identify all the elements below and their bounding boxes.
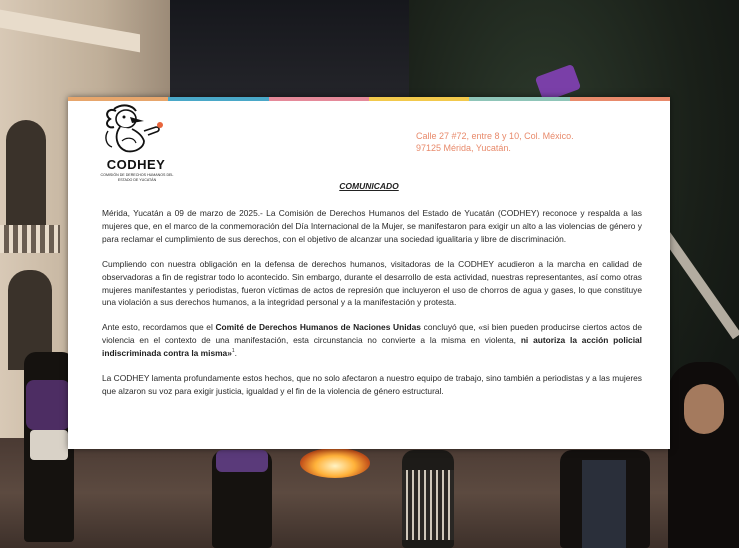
document-body — [102, 207, 642, 410]
logo-subtitle: COMISIÓN DE DERECHOS HUMANOS DEL ESTADO DE YUCATÁN — [100, 173, 174, 182]
paragraph: Mérida, Yucatán a 09 de marzo de 2025.- La Comisión de Derechos Humanos del Estado de Yucatán (CODHEY) reconoce y respalda a las mujeres que, en el marco de la conmemoración del Día Internacional de la Mujer, se manifestaron para exigir un alto a las violencias de género y para reclamar el cumplimiento de sus derechos, con el objetivo de alcanzar una sociedad igualitaria y libre de discriminación. — [102, 208, 642, 244]
address-block — [416, 130, 616, 154]
footnote-marker: 1 — [231, 348, 235, 355]
address-line: 97125 Mérida, Yucatán. — [416, 143, 511, 153]
logo-name: CODHEY — [106, 157, 166, 172]
address-line: Calle 27 #72, entre 8 y 10, Col. México. — [416, 131, 574, 141]
bold-text: Comité de Derechos Humanos de Naciones Unidas — [215, 322, 421, 333]
protester — [560, 450, 650, 548]
building-window — [6, 120, 46, 230]
building-balcony — [0, 225, 60, 253]
protester — [402, 450, 454, 548]
document-heading: COMUNICADO — [339, 181, 399, 191]
codhey-logo — [86, 101, 186, 183]
press-release-document — [68, 97, 670, 449]
bold-text: ni autoriza la acción policial indiscriminada contra la misma — [102, 335, 643, 359]
building-cornice — [0, 10, 140, 53]
protester — [668, 362, 739, 548]
protester — [24, 352, 74, 542]
protester — [212, 450, 272, 548]
codhey-figure-logo-icon — [86, 101, 186, 157]
paragraph: Cumpliendo con nuestra obligación en la defensa de derechos humanos, visitadoras de la CODHEY acudieron a la marcha en calidad de observadoras a fin de registrar todo lo acontecido. Sin embargo, durante el desarrollo de esta actividad, nuestras representantes, así como otras mujeres manifestantes y periodistas, fueron víctimas de actos de represión que incluyeron el uso de chorros de agua y gases, lo que constituye una violación a sus derechos humanos, a la integridad personal y a la manifestación y protesta. — [102, 258, 642, 308]
paragraph: La CODHEY lamenta profundamente estos hechos, que no solo afectaron a nuestro equipo de trabajo, sino también a periodistas y a las mujeres que alzaron su voz para exigir justicia, igualdad y el fin de la violencia de género estructural. — [102, 373, 642, 396]
street-fire — [300, 448, 370, 478]
paragraph: Ante esto, recordamos que el Comité de Derechos Humanos de Naciones Unidas concluyó que, «si bien pueden producirse ciertos actos de violencia en el contexto de una manifestación, esta circunstancia no convierte a la misma en violenta, ni autoriza la acción policial indiscriminada contra la misma»$^1$. — [102, 322, 643, 359]
